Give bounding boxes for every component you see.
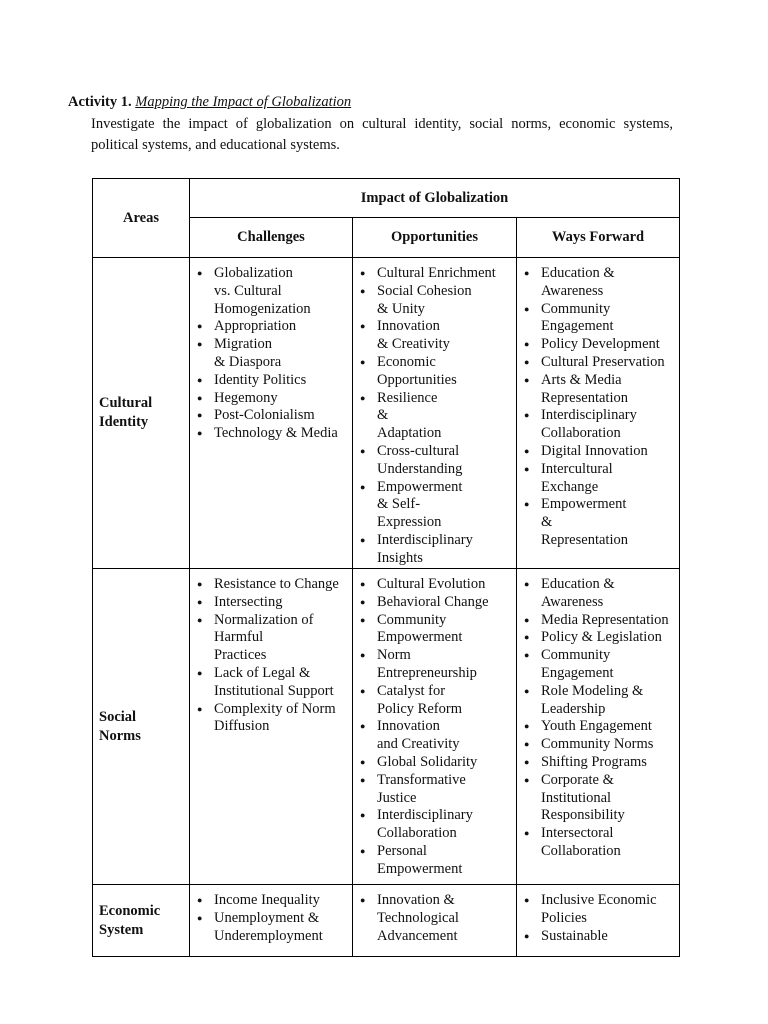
list-item-text: ● Cross-cultural <box>377 442 460 459</box>
list-item-text: Insights <box>377 549 423 566</box>
list-item <box>523 928 675 946</box>
list-item-text: Policy Reform <box>377 700 462 717</box>
list-item-text: ● Shifting Programs <box>541 753 647 770</box>
list-item-text: ● Intersectoral <box>541 825 614 842</box>
ways-forward-cell <box>517 258 680 569</box>
list-item <box>196 425 348 443</box>
list-item-text: Engagement <box>541 318 614 335</box>
list-item <box>196 336 348 372</box>
list-item <box>523 647 675 683</box>
list-item-text: ● Lack of Legal & <box>214 664 311 681</box>
challenges-cell <box>190 569 353 885</box>
ways-forward-cell <box>517 885 680 957</box>
list-item-text: ● Innovation & <box>377 892 455 908</box>
list-item-text: Institutional Support <box>214 682 334 699</box>
list-item-text: ● Globalization <box>214 265 293 281</box>
list-item-text: Exchange <box>541 478 599 495</box>
list-item-text: Harmful <box>214 629 264 646</box>
list-item-text: ● Unemployment & <box>214 909 320 926</box>
table-row-cultural-identity <box>93 258 680 569</box>
list-item-text: ● Catalyst for <box>377 682 446 699</box>
list-item-text: Justice <box>377 789 417 806</box>
list-item <box>523 576 675 612</box>
list-item-text: ● Social Cohesion <box>377 282 472 299</box>
area-cell <box>93 569 190 885</box>
list-item <box>196 576 348 594</box>
list-item-text: ● Empowerment <box>377 478 463 495</box>
list-item-text: ● Resilience <box>377 389 438 406</box>
area-cell <box>93 885 190 957</box>
list-item <box>196 265 348 318</box>
list-item <box>523 683 675 719</box>
list-item <box>523 407 675 443</box>
impact-table <box>92 178 680 957</box>
column-header-challenges: Challenges <box>190 218 353 258</box>
list-item <box>523 372 675 408</box>
list-item <box>523 754 675 772</box>
list-item <box>359 718 512 754</box>
list-item-text: Empowerment <box>377 629 463 646</box>
list-item-text: Technological <box>377 909 459 926</box>
list-item-text: ● Intersecting <box>214 593 283 610</box>
list-item-text: ● Education & <box>541 265 615 281</box>
activity-title: Mapping the Impact of Globalization <box>135 94 352 110</box>
list-item <box>359 265 512 283</box>
column-header-opportunities: Opportunities <box>353 218 517 258</box>
list-item-text: ● Community <box>377 611 447 628</box>
list-item <box>359 354 512 390</box>
list-item <box>196 390 348 408</box>
list-item <box>359 647 512 683</box>
list-item-text: ● Resistance to Change <box>214 576 339 592</box>
list-item <box>196 318 348 336</box>
list-item <box>523 825 675 861</box>
list-item-text: ● Policy Development <box>541 336 660 353</box>
list-item <box>359 612 512 648</box>
list-item-text: ● Hegemony <box>214 389 278 406</box>
list-item <box>196 892 348 910</box>
list-item-text: ● Personal <box>377 842 427 859</box>
list-item-text: & Creativity <box>377 336 450 353</box>
list-item <box>359 754 512 772</box>
list-item <box>359 443 512 479</box>
list-item-text: ● Cultural Evolution <box>377 576 486 592</box>
list-item-text: ● Cultural Enrichment <box>377 265 496 281</box>
list-item <box>359 683 512 719</box>
list-item-text: Collaboration <box>377 825 457 842</box>
list-item <box>523 496 675 549</box>
area-label-line: Cultural <box>99 395 153 411</box>
list-item-text: Representation <box>541 531 628 548</box>
list-item-text: ● Innovation <box>377 718 440 735</box>
list-item-text: Collaboration <box>541 842 621 859</box>
list-item-text: ● Media Representation <box>541 611 669 628</box>
area-cell <box>93 258 190 569</box>
list-item-text: ● Digital Innovation <box>541 442 648 459</box>
list-item <box>196 910 348 946</box>
list-item <box>523 612 675 630</box>
list-item <box>196 594 348 612</box>
area-label-line: Identity <box>99 414 149 430</box>
list-item-text: ● Community <box>541 647 611 664</box>
list-item <box>523 892 675 928</box>
list-item-text: Advancement <box>377 927 458 944</box>
list-item <box>359 807 512 843</box>
list-item <box>359 479 512 532</box>
list-item <box>196 665 348 701</box>
list-item-text: ● Education & <box>541 576 615 592</box>
list-item-text: ● Role Modeling & <box>541 682 644 699</box>
area-label-line: Social <box>99 708 137 725</box>
list-item <box>359 532 512 568</box>
list-item <box>523 443 675 461</box>
list-item <box>523 461 675 497</box>
area-label-line: Economic <box>99 902 161 919</box>
areas-header: Areas <box>93 179 190 258</box>
list-item-text: ● Migration <box>214 336 272 353</box>
area-label-line: System <box>99 921 144 938</box>
list-item-text: ● Intercultural <box>541 460 613 477</box>
list-item-text: ● Policy & Legislation <box>541 629 662 646</box>
list-item-text: Understanding <box>377 460 463 477</box>
list-item-text: and Creativity <box>377 736 460 753</box>
list-item-text: & <box>541 514 553 531</box>
list-item-text: Practices <box>214 647 267 664</box>
list-item-text: Empowerment <box>377 860 463 877</box>
impact-header: Impact of Globalization <box>190 179 680 218</box>
list-item-text: ● Interdisciplinary <box>541 407 637 424</box>
list-item-text: ● Arts & Media <box>541 371 622 388</box>
list-item-text: ● Inclusive Economic <box>541 892 657 908</box>
list-item <box>523 718 675 736</box>
list-item-text: ● Identity Politics <box>214 371 307 388</box>
list-item-text: & Unity <box>377 300 425 317</box>
list-item <box>523 736 675 754</box>
list-item-text: Awareness <box>541 593 604 610</box>
list-item <box>359 772 512 808</box>
list-item <box>196 701 348 737</box>
list-item-text: & Self- <box>377 496 421 513</box>
list-item <box>523 265 675 301</box>
list-item-text: ● Appropriation <box>214 318 297 335</box>
list-item-text: ● Interdisciplinary <box>377 807 473 824</box>
list-item <box>523 629 675 647</box>
list-item-text: ● Innovation <box>377 318 440 335</box>
challenges-cell <box>190 258 353 569</box>
list-item-text: Policies <box>541 909 587 926</box>
list-item-text: ● Normalization of <box>214 611 314 628</box>
challenges-cell <box>190 885 353 957</box>
list-item-text: Responsibility <box>541 807 625 824</box>
list-item-text: ● Youth Engagement <box>541 718 652 735</box>
table-row-economic-system <box>93 885 680 957</box>
list-item-text: & Diaspora <box>214 353 282 370</box>
list-item-text: ● Interdisciplinary <box>377 531 473 548</box>
activity-label: Activity 1. <box>68 94 132 110</box>
list-item-text: ● Income Inequality <box>214 892 320 908</box>
list-item-text: vs. Cultural <box>214 282 282 299</box>
list-item-text: ● Norm <box>377 647 411 664</box>
list-item-text: Engagement <box>541 664 614 681</box>
list-item <box>523 336 675 354</box>
list-item <box>359 594 512 612</box>
list-item-text: Adaptation <box>377 425 442 442</box>
list-item <box>359 576 512 594</box>
list-item-text: Homogenization <box>214 300 311 317</box>
list-item <box>523 772 675 825</box>
opportunities-cell <box>353 885 517 957</box>
list-item <box>196 612 348 665</box>
list-item-text: ● Community Norms <box>541 736 654 753</box>
list-item-text: Awareness <box>541 282 604 299</box>
opportunities-cell <box>353 569 517 885</box>
list-item-text: ● Technology & Media <box>214 425 338 442</box>
list-item-text: ● Global Solidarity <box>377 753 478 770</box>
list-item <box>523 301 675 337</box>
opportunities-cell <box>353 258 517 569</box>
list-item-text: ● Post-Colonialism <box>214 407 315 424</box>
list-item-text: ● Corporate & <box>541 771 614 788</box>
list-item-text: Leadership <box>541 700 606 717</box>
list-item-text: ● Complexity of Norm <box>214 700 336 717</box>
list-item-text: ● Sustainable <box>541 927 608 944</box>
activity-heading <box>68 94 351 111</box>
column-header-ways-forward: Ways Forward <box>517 218 680 258</box>
list-item <box>196 407 348 425</box>
list-item-text: ● Behavioral Change <box>377 593 489 610</box>
list-item-text: ● Transformative <box>377 771 466 788</box>
list-item <box>359 318 512 354</box>
list-item-text: & <box>377 407 389 424</box>
ways-forward-cell <box>517 569 680 885</box>
list-item-text: ● Economic <box>377 353 436 370</box>
area-label-line: Norms <box>99 727 141 744</box>
list-item-text: Opportunities <box>377 371 457 388</box>
list-item <box>359 390 512 443</box>
list-item <box>523 354 675 372</box>
list-item-text: Diffusion <box>214 718 270 735</box>
list-item-text: Underemployment <box>214 927 323 944</box>
list-item-text: Collaboration <box>541 425 621 442</box>
list-item-text: ● Community <box>541 300 611 317</box>
list-item-text: ● Cultural Preservation <box>541 353 665 370</box>
table-row-social-norms <box>93 569 680 885</box>
list-item <box>359 283 512 319</box>
activity-instructions: Investigate the impact of globalization on cultural identity, social norms, economic systems, political systems, and educational systems. <box>91 116 673 153</box>
list-item <box>196 372 348 390</box>
list-item-text: Entrepreneurship <box>377 664 477 681</box>
list-item <box>359 892 512 945</box>
list-item-text: ● Empowerment <box>541 496 627 513</box>
list-item-text: Institutional <box>541 789 612 806</box>
list-item-text: Expression <box>377 514 442 531</box>
list-item-text: Representation <box>541 389 628 406</box>
list-item <box>359 843 512 879</box>
